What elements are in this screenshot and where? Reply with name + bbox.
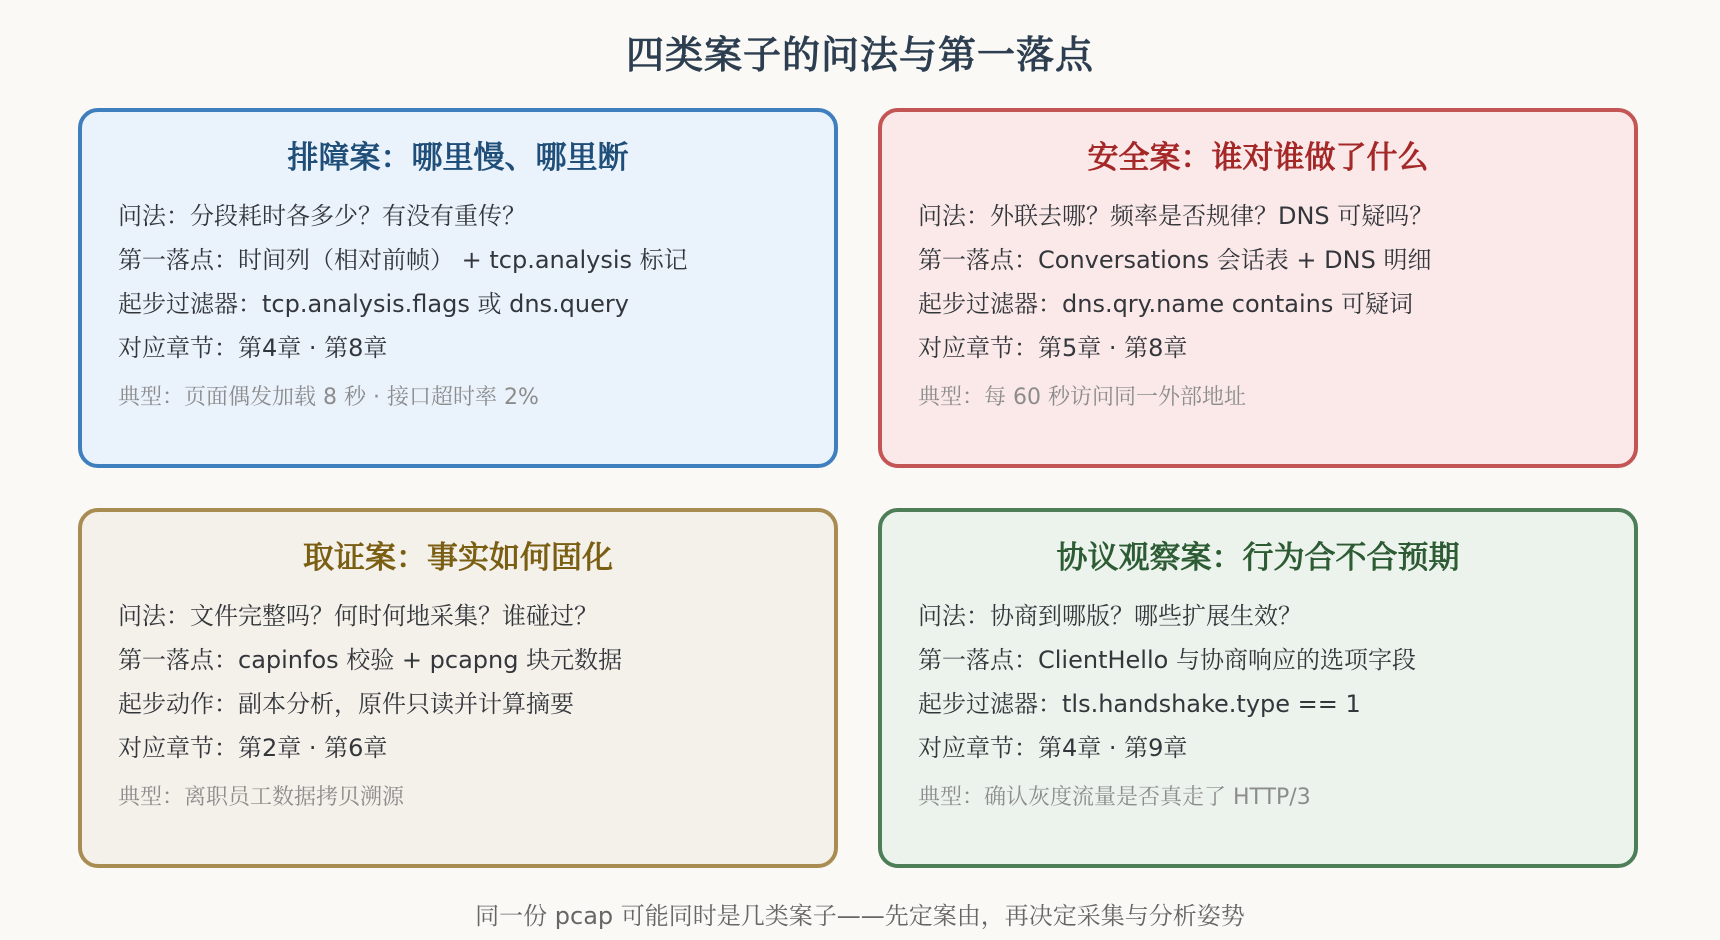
card-chapters: 对应章节：第5章 · 第8章 bbox=[918, 334, 1188, 362]
card-first-landing: 第一落点：时间列（相对前帧） + tcp.analysis 标记 bbox=[118, 246, 688, 274]
card-title: 安全案：谁对谁做了什么 bbox=[1087, 140, 1429, 176]
card-example: 典型：离职员工数据拷贝溯源 bbox=[118, 785, 405, 810]
footer-caption: 同一份 pcap 可能同时是几类案子——先定案由，再决定采集与分析姿势 bbox=[475, 902, 1245, 930]
card-question: 问法：协商到哪版？哪些扩展生效？ bbox=[918, 602, 1302, 630]
card-start-filter: 起步过滤器：tls.handshake.type == 1 bbox=[918, 690, 1361, 718]
card-chapters: 对应章节：第4章 · 第8章 bbox=[118, 334, 388, 362]
card-example: 典型：每 60 秒访问同一外部地址 bbox=[918, 385, 1246, 410]
card-chapters: 对应章节：第2章 · 第6章 bbox=[118, 734, 388, 762]
card-security bbox=[878, 108, 1638, 468]
card-troubleshooting bbox=[78, 108, 838, 468]
card-title: 排障案：哪里慢、哪里断 bbox=[287, 140, 629, 176]
card-first-landing: 第一落点：capinfos 校验 + pcapng 块元数据 bbox=[118, 646, 623, 674]
card-example: 典型：页面偶发加载 8 秒 · 接口超时率 2% bbox=[118, 385, 539, 410]
card-question: 问法：外联去哪？频率是否规律？DNS 可疑吗？ bbox=[918, 202, 1434, 230]
card-first-landing: 第一落点：ClientHello 与协商响应的选项字段 bbox=[918, 646, 1416, 674]
card-first-landing: 第一落点：Conversations 会话表 + DNS 明细 bbox=[918, 246, 1432, 274]
card-start-action: 起步动作：副本分析，原件只读并计算摘要 bbox=[118, 690, 574, 718]
card-protocol-observation bbox=[878, 508, 1638, 868]
card-forensics bbox=[78, 508, 838, 868]
card-start-filter: 起步过滤器：tcp.analysis.flags 或 dns.query bbox=[118, 290, 629, 318]
card-question: 问法：分段耗时各多少？有没有重传？ bbox=[118, 202, 526, 230]
card-chapters: 对应章节：第4章 · 第9章 bbox=[918, 734, 1188, 762]
card-question: 问法：文件完整吗？何时何地采集？谁碰过？ bbox=[118, 602, 598, 630]
card-start-filter: 起步过滤器：dns.qry.name contains 可疑词 bbox=[918, 290, 1413, 318]
card-example: 典型：确认灰度流量是否真走了 HTTP/3 bbox=[918, 785, 1311, 810]
card-title: 取证案：事实如何固化 bbox=[303, 540, 613, 576]
card-title: 协议观察案：行为合不合预期 bbox=[1056, 540, 1460, 576]
page-title: 四类案子的问法与第一落点 bbox=[625, 33, 1094, 77]
